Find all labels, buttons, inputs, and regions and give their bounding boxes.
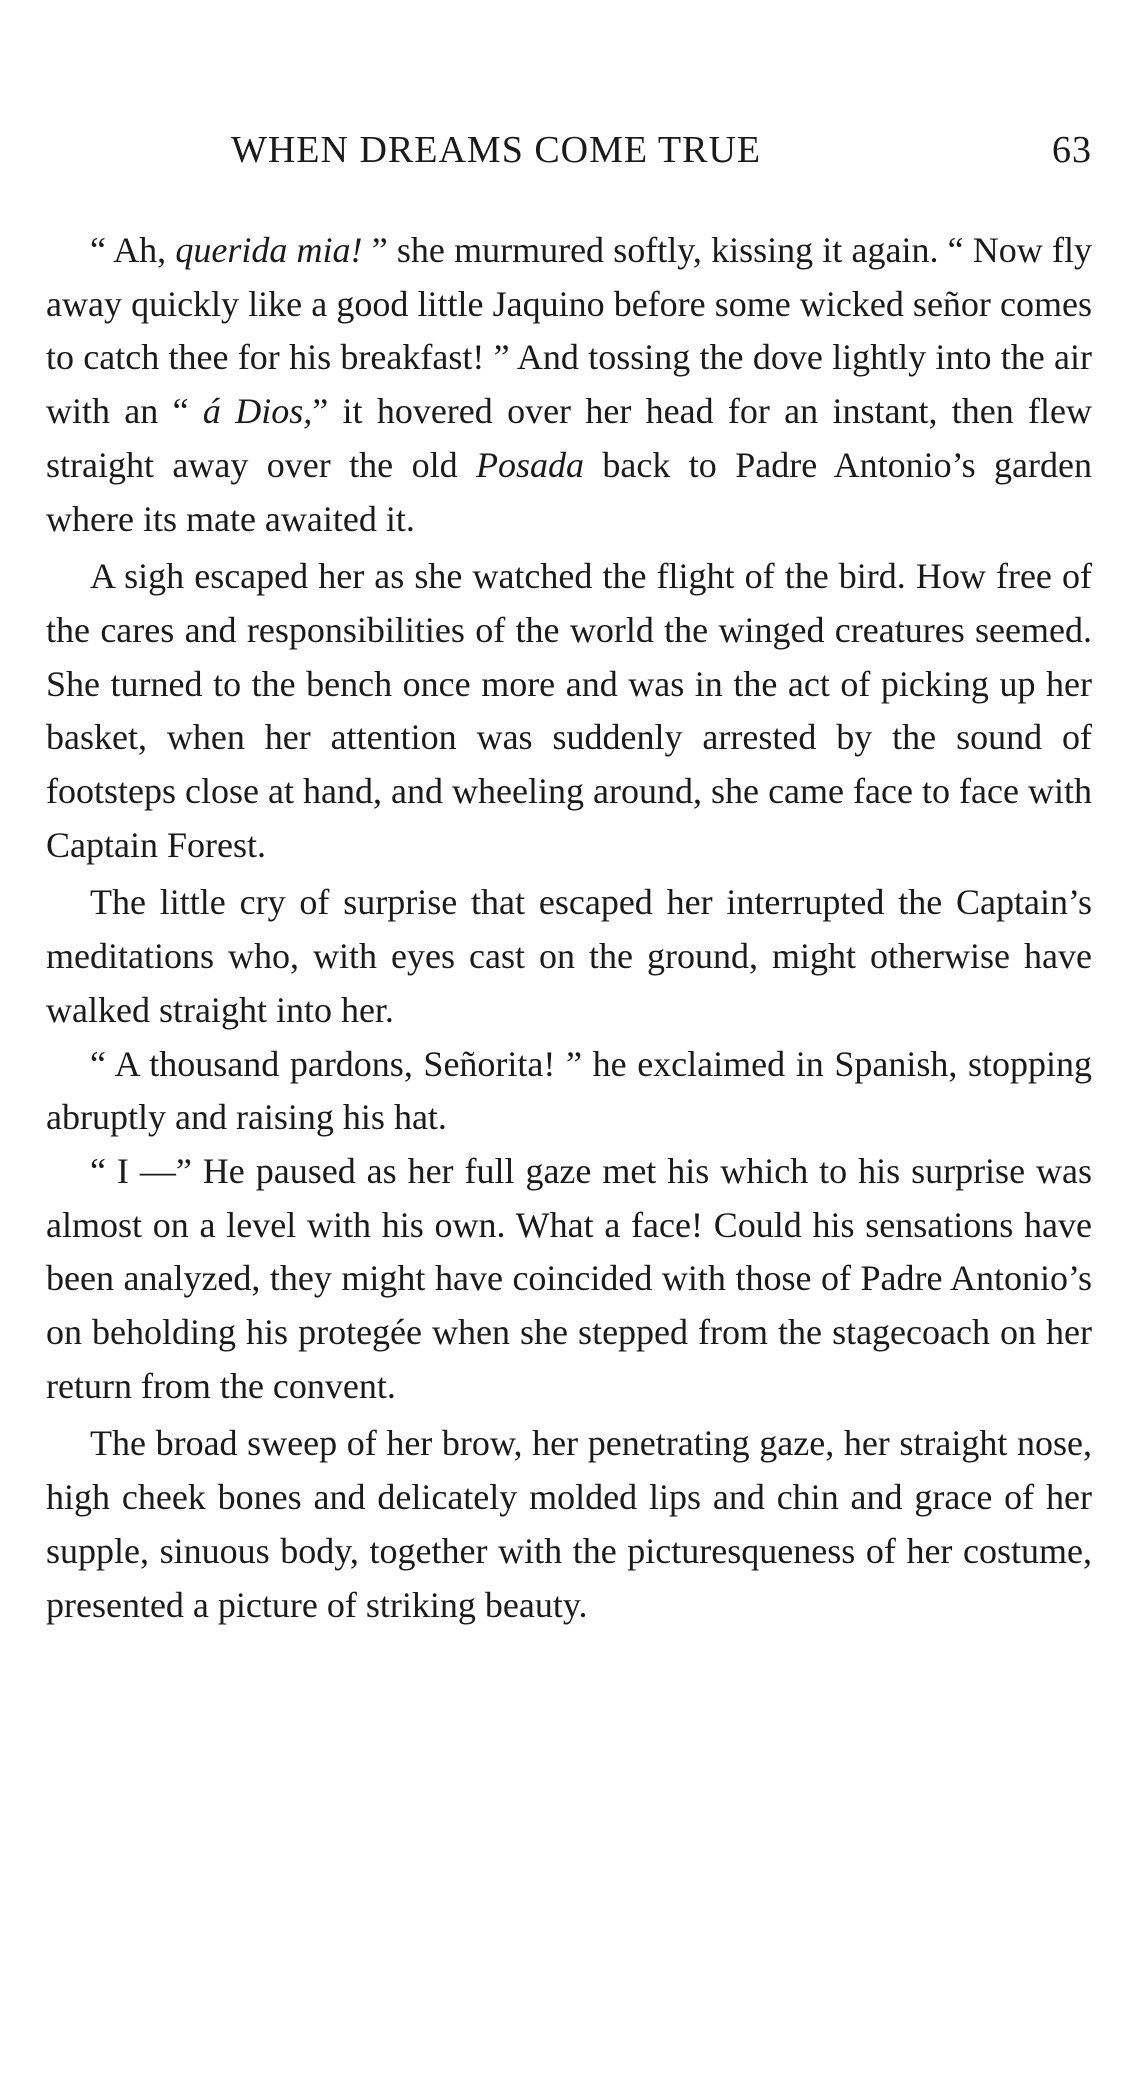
text-run: ” it hovered over her head for an instant, then flew straight away over the old xyxy=(46,391,1093,485)
text-run: “ A thousand pardons, Señorita! ” he exclaimed in Spanish, stopping abruptly and raising his hat. xyxy=(46,1043,1092,1138)
body-text xyxy=(46,224,1092,1632)
text-run: A sigh escaped her as she watched the flight of the bird. How free of the cares and responsibilities of the world the winged creatures seemed. She turned to the bench once more and was in the act of picking up her basket, when her attention was suddenly arrested by the sound of footsteps close at hand, and wheeling around, she came face to face with Captain Forest. xyxy=(46,556,1092,865)
book-page xyxy=(46,0,1092,1632)
running-title: WHEN DREAMS COME TRUE xyxy=(231,129,762,171)
text-run: The broad sweep of her brow, her penetrating gaze, her straight nose, high cheek bones and delicately molded lips and chin and grace of her supple, sinuous body, together with the picturesqueness of her costume, presented a picture of striking beauty. xyxy=(46,1423,1092,1625)
paragraph xyxy=(46,876,1092,1037)
text-run: The little cry of surprise that escaped her interrupted the Captain’s meditations who, with eyes cast on the ground, might otherwise have walked straight into her. xyxy=(46,882,1092,1030)
text-run: “ I —” He paused as her full gaze met his which to his surprise was almost on a level with his own. What a face! Could his sensations have been analyzed, they might have coincided with those of Padre Antonio’s on beholding his protegée when she stepped from the stagecoach on her return from the convent. xyxy=(46,1150,1092,1406)
paragraph xyxy=(46,1145,1092,1414)
text-run: “ Ah, xyxy=(90,230,176,270)
italic-run: Posada xyxy=(476,444,584,485)
text-run: ” she murmured softly, kissing it again. “ Now fly away quickly like a good little Jaquino before some wicked señor comes to catch thee for his breakfast! ” And tossing the dove lightly into the air with an “ xyxy=(46,230,1092,432)
text-run: back to Padre Antonio’s garden where its mate awaited it. xyxy=(46,444,1093,539)
page-number: 63 xyxy=(1052,129,1092,171)
paragraph xyxy=(46,224,1092,546)
paragraph xyxy=(46,1038,1092,1145)
paragraph xyxy=(46,550,1092,872)
italic-run: á Dios, xyxy=(202,391,313,432)
italic-run: querida mia! xyxy=(175,230,363,270)
running-head xyxy=(46,128,1092,188)
paragraph xyxy=(46,1417,1092,1632)
